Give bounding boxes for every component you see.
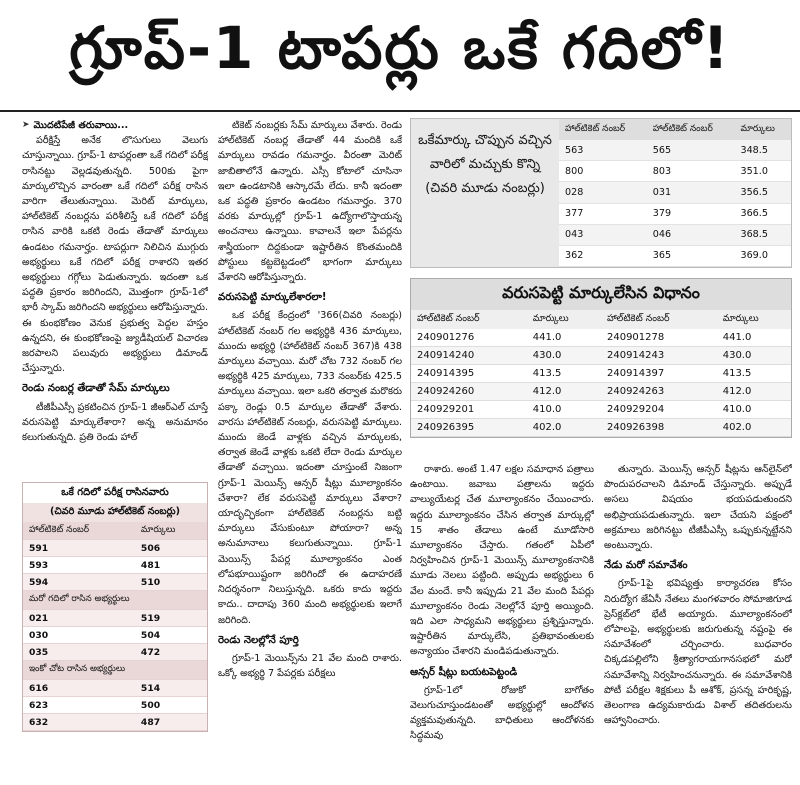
table-row	[559, 161, 791, 182]
table-row	[23, 574, 207, 591]
table-cell: 240914397	[601, 365, 717, 383]
subheading: రెండు నెలల్లోనే పూర్తి	[218, 634, 299, 646]
table-cell: 028	[559, 182, 647, 203]
table-cell: 500	[135, 697, 207, 714]
table-cell: 365	[647, 245, 735, 266]
table-cell: 481	[135, 557, 207, 574]
subheading: ఆన్సర్ షీట్లు బయటపెట్టండి	[410, 666, 518, 678]
continuation-lead	[22, 118, 208, 133]
table-cell: 594	[23, 574, 135, 591]
table-cell: 377	[559, 203, 647, 224]
table-row	[23, 610, 207, 627]
table-cell: 348.5	[734, 140, 791, 161]
table-cell: 472	[135, 644, 207, 661]
same-room-table-box	[22, 482, 208, 732]
table-row	[559, 224, 791, 245]
table-cell: 510	[135, 574, 207, 591]
table-cell: 402.0	[527, 419, 601, 437]
col-header: హాల్‌టికెట్ నంబర్	[601, 310, 717, 329]
table-cell: 030	[23, 627, 135, 644]
table-cell: 240914240	[411, 347, 527, 365]
table-row	[23, 644, 207, 661]
col-header: హాల్‌టికెట్ నంబర్	[23, 522, 135, 540]
table-cell: 035	[23, 644, 135, 661]
table-row	[411, 383, 791, 401]
paragraph: గ్రూప్-1పై భవిష్యత్తు కార్యాచరణ కోసం నిరుద్యోగ జేఏసీ నేతలు మంగళవారం సోమాజిగూడ ప్రెస్‌క్లబ్‌లో భేటీ అయ్యారు. మూల్యాంకనంలో లోపాలపై, అభ్యర్థులకు జరుగుతున్న నష్టంపై ఈ సమావేశంలో చర్చించారు. బుధవారం చిక్కడపల్లిలోని శ్రీత్యాగరాయగానసభలో మరో సమావేశాన్ని నిర్వహించనున్నారు. ఈ సమావేశానికి పోటీ పరీక్షల శిక్షకులు పీ ఆశోక్, ప్రసన్న హరికృష్ణ, తెలంగాణ ఉద్యమకారుడు విశాల్ తదితరులను ఆహ్వానించారు.	[604, 578, 792, 727]
group-subheading: మరో గదిలో రాసిన అభ్యర్థులు	[23, 591, 207, 610]
table-cell: 021	[23, 610, 135, 627]
paragraph: ఒక పరీక్ష కేంద్రంలో '366(చివరి నంబర్లు) హాల్‌టికెట్ నంబర్ గల అభ్యర్థికి 436 మార్కులు, ముందు అభ్యర్థి (హాల్‌టికెట్ నంబర్ 367)కి 438 మార్కులు వచ్చాయి. మరో చోట 732 నంబర్ గల అభ్యర్థికి 425 మార్కులు, 733 నంబర్‌కు 425.5 మార్కులు వచ్చాయి. ఇలా ఒకరి తర్వాత మరొకరు పక్కా రెండ్లు 0.5 మార్కుల తేడాతో వేశారు. వారసు హాల్‌టికెట్ నంబర్లు, వరుసపెట్టి మార్కులు. ముందు జెండే వాళ్లకు వచ్చిన మార్కులకు, తర్వాత జెండే వాళ్లకు ఒకటి లేదా రెండు మార్కుల తేడాతో వచ్చాయి. ఇదంతా చూస్తుంటే నిజంగా గ్రూప్-1 మెయిన్స్ ఆన్సర్ షీట్లు మూల్యాంకనం చేశారా? లేక వరుసపెట్టి మార్కులు వేశారా? యాదృచ్ఛికంగా హాల్‌టికెట్ నంబర్లను బట్టి మార్కులు వేసుకుంటూ పోయారా? అన్న అనుమానాలు కలుగుతున్నాయి. గ్రూప్-1 మెయిన్స్ పేపర్ల మూల్యాంకనం ఎంత లోపభూయిష్టంగా జరిగిందో ఈ ఉదాహరణే నిదర్శనంగా నిలుస్తున్నది. ఒకరు కాదు ఇద్దరు కాదు.. దాదాపు 360 మంది అభ్యర్థులకు ఇలాగే జరిగింది.	[218, 310, 402, 626]
col-header: మార్కులు	[717, 310, 791, 329]
table-row	[411, 329, 791, 347]
table-cell: 356.5	[734, 182, 791, 203]
paragraph: గ్రూప్-1 మెయిన్స్‌ను 21 వేల మంది రాశారు. ఒక్కో అభ్యర్థి 7 పేపర్లకు పరీక్షలు	[218, 652, 402, 680]
table-cell: 441.0	[527, 329, 601, 347]
article-column-3	[410, 462, 594, 780]
table-cell: 413.5	[717, 365, 791, 383]
headline: గ్రూప్-1 టాపర్లు ఒకే గదిలో!	[0, 0, 800, 112]
table-cell: 430.0	[717, 347, 791, 365]
table-cell: 240929204	[601, 401, 717, 419]
box-caption: ఒకేమార్కు చొప్పున వచ్చిన వారిలో మచ్చుకు కొన్ని (చివరి మూడు నంబర్లు)	[411, 119, 559, 267]
table-cell: 379	[647, 203, 735, 224]
table-cell: 413.5	[527, 365, 601, 383]
col-header: మార్కులు	[135, 522, 207, 540]
table-row	[559, 245, 791, 266]
table-row	[23, 627, 207, 644]
paragraph: పరీక్షిస్తే అనేక లొసుగులు వెలుగు చూస్తున్నాయి. గ్రూప్-1 టాపర్లంతా ఒకే గదిలో పరీక్ష రాసినట్టు వెల్లడవుతున్నది. 500కు పైగా మార్కులొచ్చిన వారంతా ఒకే గదిలో పరీక్ష రాసిన వారిగా తేలుతున్నాయి. మెరిట్ మార్కులు, హాల్‌టికెట్ నంబర్లను పరిశీలిస్తే ఒకే గదిలో పరీక్ష రాసిన వారికి ఒకటి రెండు తేడాతో మార్కులు ఉండటం గమనార్హం. టాపర్లుగా నిలిచిన ముగ్గురు అభ్యర్థులు ఒకే గదిలో పరీక్ష రాశారని ఇతర అభ్యర్థులు గగ్గోలు పెడుతున్నారు. ఇదంతా ఒక పద్ధతి ప్రకారం జరిగిందని, మొత్తంగా గ్రూప్-1లో భారీ స్కామ్ జరిగిందని అభ్యర్థులు ఆరోపిస్తున్నారు. ఈ కుంభకోణం వెనుక ప్రభుత్వ పెద్దల హస్తం ఉన్నదని, ఈ కుంభకోణంపై జ్యుడీషియల్ విచారణ జరపాలని పలువురు అభ్యర్థులు డిమాండ్ చేస్తున్నారు.	[22, 135, 208, 375]
table-row	[411, 419, 791, 437]
table-cell: 362	[559, 245, 647, 266]
table-cell: 240924263	[601, 383, 717, 401]
sequential-marks-table	[411, 310, 791, 437]
col-header: మార్కులు	[527, 310, 601, 329]
col-header: హాల్‌టికెట్ నంబర్	[647, 119, 735, 140]
box-subtitle: (చివరి మూడు హాల్‌టికెట్ నంబర్లు)	[23, 503, 207, 522]
table-cell: 369.0	[734, 245, 791, 266]
table-row	[23, 697, 207, 714]
table-row	[559, 140, 791, 161]
table-cell: 430.0	[527, 347, 601, 365]
table-cell: 351.0	[734, 161, 791, 182]
table-cell: 565	[647, 140, 735, 161]
table-row	[23, 557, 207, 574]
table-cell: 240929201	[411, 401, 527, 419]
col-header: హాల్‌టికెట్ నంబర్	[411, 310, 527, 329]
paragraph: గ్రూప్-1లో రోజుకో బాగోతం వెలుగుచూస్తుండటంతో అభ్యర్థుల్లో ఆందోళన వ్యక్తమవుతున్నది. బాధితులు ఆందోళనకు సిద్ధమవు	[410, 684, 594, 742]
paragraph: తున్నారు. మెయిన్స్ ఆన్సర్ షీట్లను ఆన్‌లైన్‌లో పొందుపరచాలని డిమాండ్ చేస్తున్నారు. అప్పుడే అసలు విషయం భయపడుతుందని అభిప్రాయపడుతున్నారు. ఇలా చేయని పక్షంలో అక్రమాలు జరిగినట్టు టీజీపీఎస్సీ ఒప్పుకున్నట్టేనని అంటున్నారు.	[604, 464, 792, 552]
table-cell: 800	[559, 161, 647, 182]
table-cell: 366.5	[734, 203, 791, 224]
table-cell: 563	[559, 140, 647, 161]
table-cell: 240901276	[411, 329, 527, 347]
continuation-label: మొదటిపేజీ తరువాయి...	[33, 120, 129, 131]
col-header: మార్కులు	[734, 119, 791, 140]
col-header: హాల్‌టికెట్ నంబర్	[559, 119, 647, 140]
table-cell: 043	[559, 224, 647, 245]
table-cell: 803	[647, 161, 735, 182]
table-cell: 412.0	[527, 383, 601, 401]
table-cell: 487	[135, 714, 207, 731]
table-cell: 240914395	[411, 365, 527, 383]
table-row	[411, 401, 791, 419]
table-cell: 632	[23, 714, 135, 731]
table-cell: 046	[647, 224, 735, 245]
table-cell: 616	[23, 680, 135, 697]
table-row	[559, 182, 791, 203]
table-cell: 410.0	[527, 401, 601, 419]
paragraph: రాశారు. అంటే 1.47 లక్షల సమాధాన పత్రాలు ఉంటాయి. జవాబు పత్రాలను ఇద్దరు వాల్యుయేటర్ల చేత మూల్యాంకనం చేయించారు. ఇద్దరు మూల్యాంకనం చేసిన తర్వాత మార్కుల్లో 15 శాతం తేడాలు ఉంటే మూడోసారి మూల్యాంకనం చేస్తారు. గతంలో ఏపీలో నిర్వహించిన గ్రూప్-1 మెయిన్స్ మూల్యాంకనానికి మూడు నెలలు పట్టింది. అప్పుడు అభ్యర్థులు 6 వేల మందే. కానీ ఇప్పుడు 21 వేల మంది పేపర్లు మూల్యాంకనం రెండు నెలల్లోనే పూర్తి అయ్యింది. ఇది ఎలా సాధ్యమని అభ్యర్థులు ప్రశ్నిస్తున్నారు. ఇష్టారీతిన మార్కులేసి, ప్రతిభావంతులకు అన్యాయం చేశారని మండిపడుతున్నారు.	[410, 464, 594, 658]
table-cell: 368.5	[734, 224, 791, 245]
box-title: వరుసపెట్టి మార్కులేసిన విధానం	[411, 279, 791, 310]
subheading: రెండు నంబర్ల తేడాతో సేమ్ మార్కులు	[22, 383, 170, 395]
table-cell: 591	[23, 540, 135, 557]
box-title: ఒకే గదిలో పరీక్ష రాసినవారు	[23, 483, 207, 503]
table-row	[23, 540, 207, 557]
table-row	[411, 347, 791, 365]
paragraph: టీజీపీఎస్సీ ప్రకటించిన గ్రూప్-1 జీఆర్ఎల్ చూస్తే వరుసపెట్టి మార్కులేశారా? అన్న అనుమానం కలుగుతున్నది. ప్రతి రెండు హాల్	[22, 401, 208, 444]
subheading: నేడు మరో సమావేశం	[604, 560, 688, 572]
table-cell: 504	[135, 627, 207, 644]
table-cell: 410.0	[717, 401, 791, 419]
paragraph: టికెట్ నంబర్లకు సేమ్ మార్కులు వేశారు. రెండు హాల్‌టికెట్ నంబర్ల తేడాతో 44 మందికి ఒకే మార్కులు రావడం గమనార్హం. వీరంతా మెరిట్ జాబితాలోనే ఉన్నారు. ఎస్సీ కోటాలో చూసినా ఇలా ఉండటానికి ఆస్కారమే లేదు. కానీ ఇదంతా ఒక పద్ధతి ప్రకారం ఉండటం గమనార్హం. 370 వరకు మార్కుల్లో గ్రూప్-1 ఉద్యోగాలొస్తాయన్న అంచనాలు ఉన్నాయి. కావాలనే ఇలా పేపర్లను శాస్త్రీయంగా దిద్దకుండా ఇష్టారీతిన కొంతమందికి పోస్టులు కట్టబెట్టడంలో భాగంగా మార్కులు వేశారని ఆరోపిస్తున్నారు.	[218, 120, 402, 284]
same-room-table	[23, 522, 207, 731]
sequential-marks-box	[410, 278, 792, 438]
arrow-right-icon: ➤	[22, 120, 30, 130]
same-marks-box	[410, 118, 792, 268]
article-column-2	[218, 118, 402, 780]
table-cell: 240924260	[411, 383, 527, 401]
article-column-4	[604, 462, 792, 780]
group-subheading: ఇంకో చోట రాసిన అభ్యర్థులు	[23, 661, 207, 680]
table-cell: 240926395	[411, 419, 527, 437]
table-cell: 031	[647, 182, 735, 203]
table-cell: 441.0	[717, 329, 791, 347]
table-row	[559, 203, 791, 224]
subheading: వరుసపెట్టి మార్కులేశారలా!	[218, 292, 327, 304]
article-column-1	[22, 118, 208, 478]
table-row	[23, 714, 207, 731]
table-cell: 412.0	[717, 383, 791, 401]
table-cell: 593	[23, 557, 135, 574]
table-cell: 402.0	[717, 419, 791, 437]
table-row	[23, 680, 207, 697]
table-cell: 506	[135, 540, 207, 557]
table-cell: 240926398	[601, 419, 717, 437]
table-cell: 514	[135, 680, 207, 697]
table-row	[411, 365, 791, 383]
table-cell: 240901278	[601, 329, 717, 347]
table-cell: 623	[23, 697, 135, 714]
table-cell: 519	[135, 610, 207, 627]
table-cell: 240914243	[601, 347, 717, 365]
same-marks-table	[559, 119, 791, 267]
